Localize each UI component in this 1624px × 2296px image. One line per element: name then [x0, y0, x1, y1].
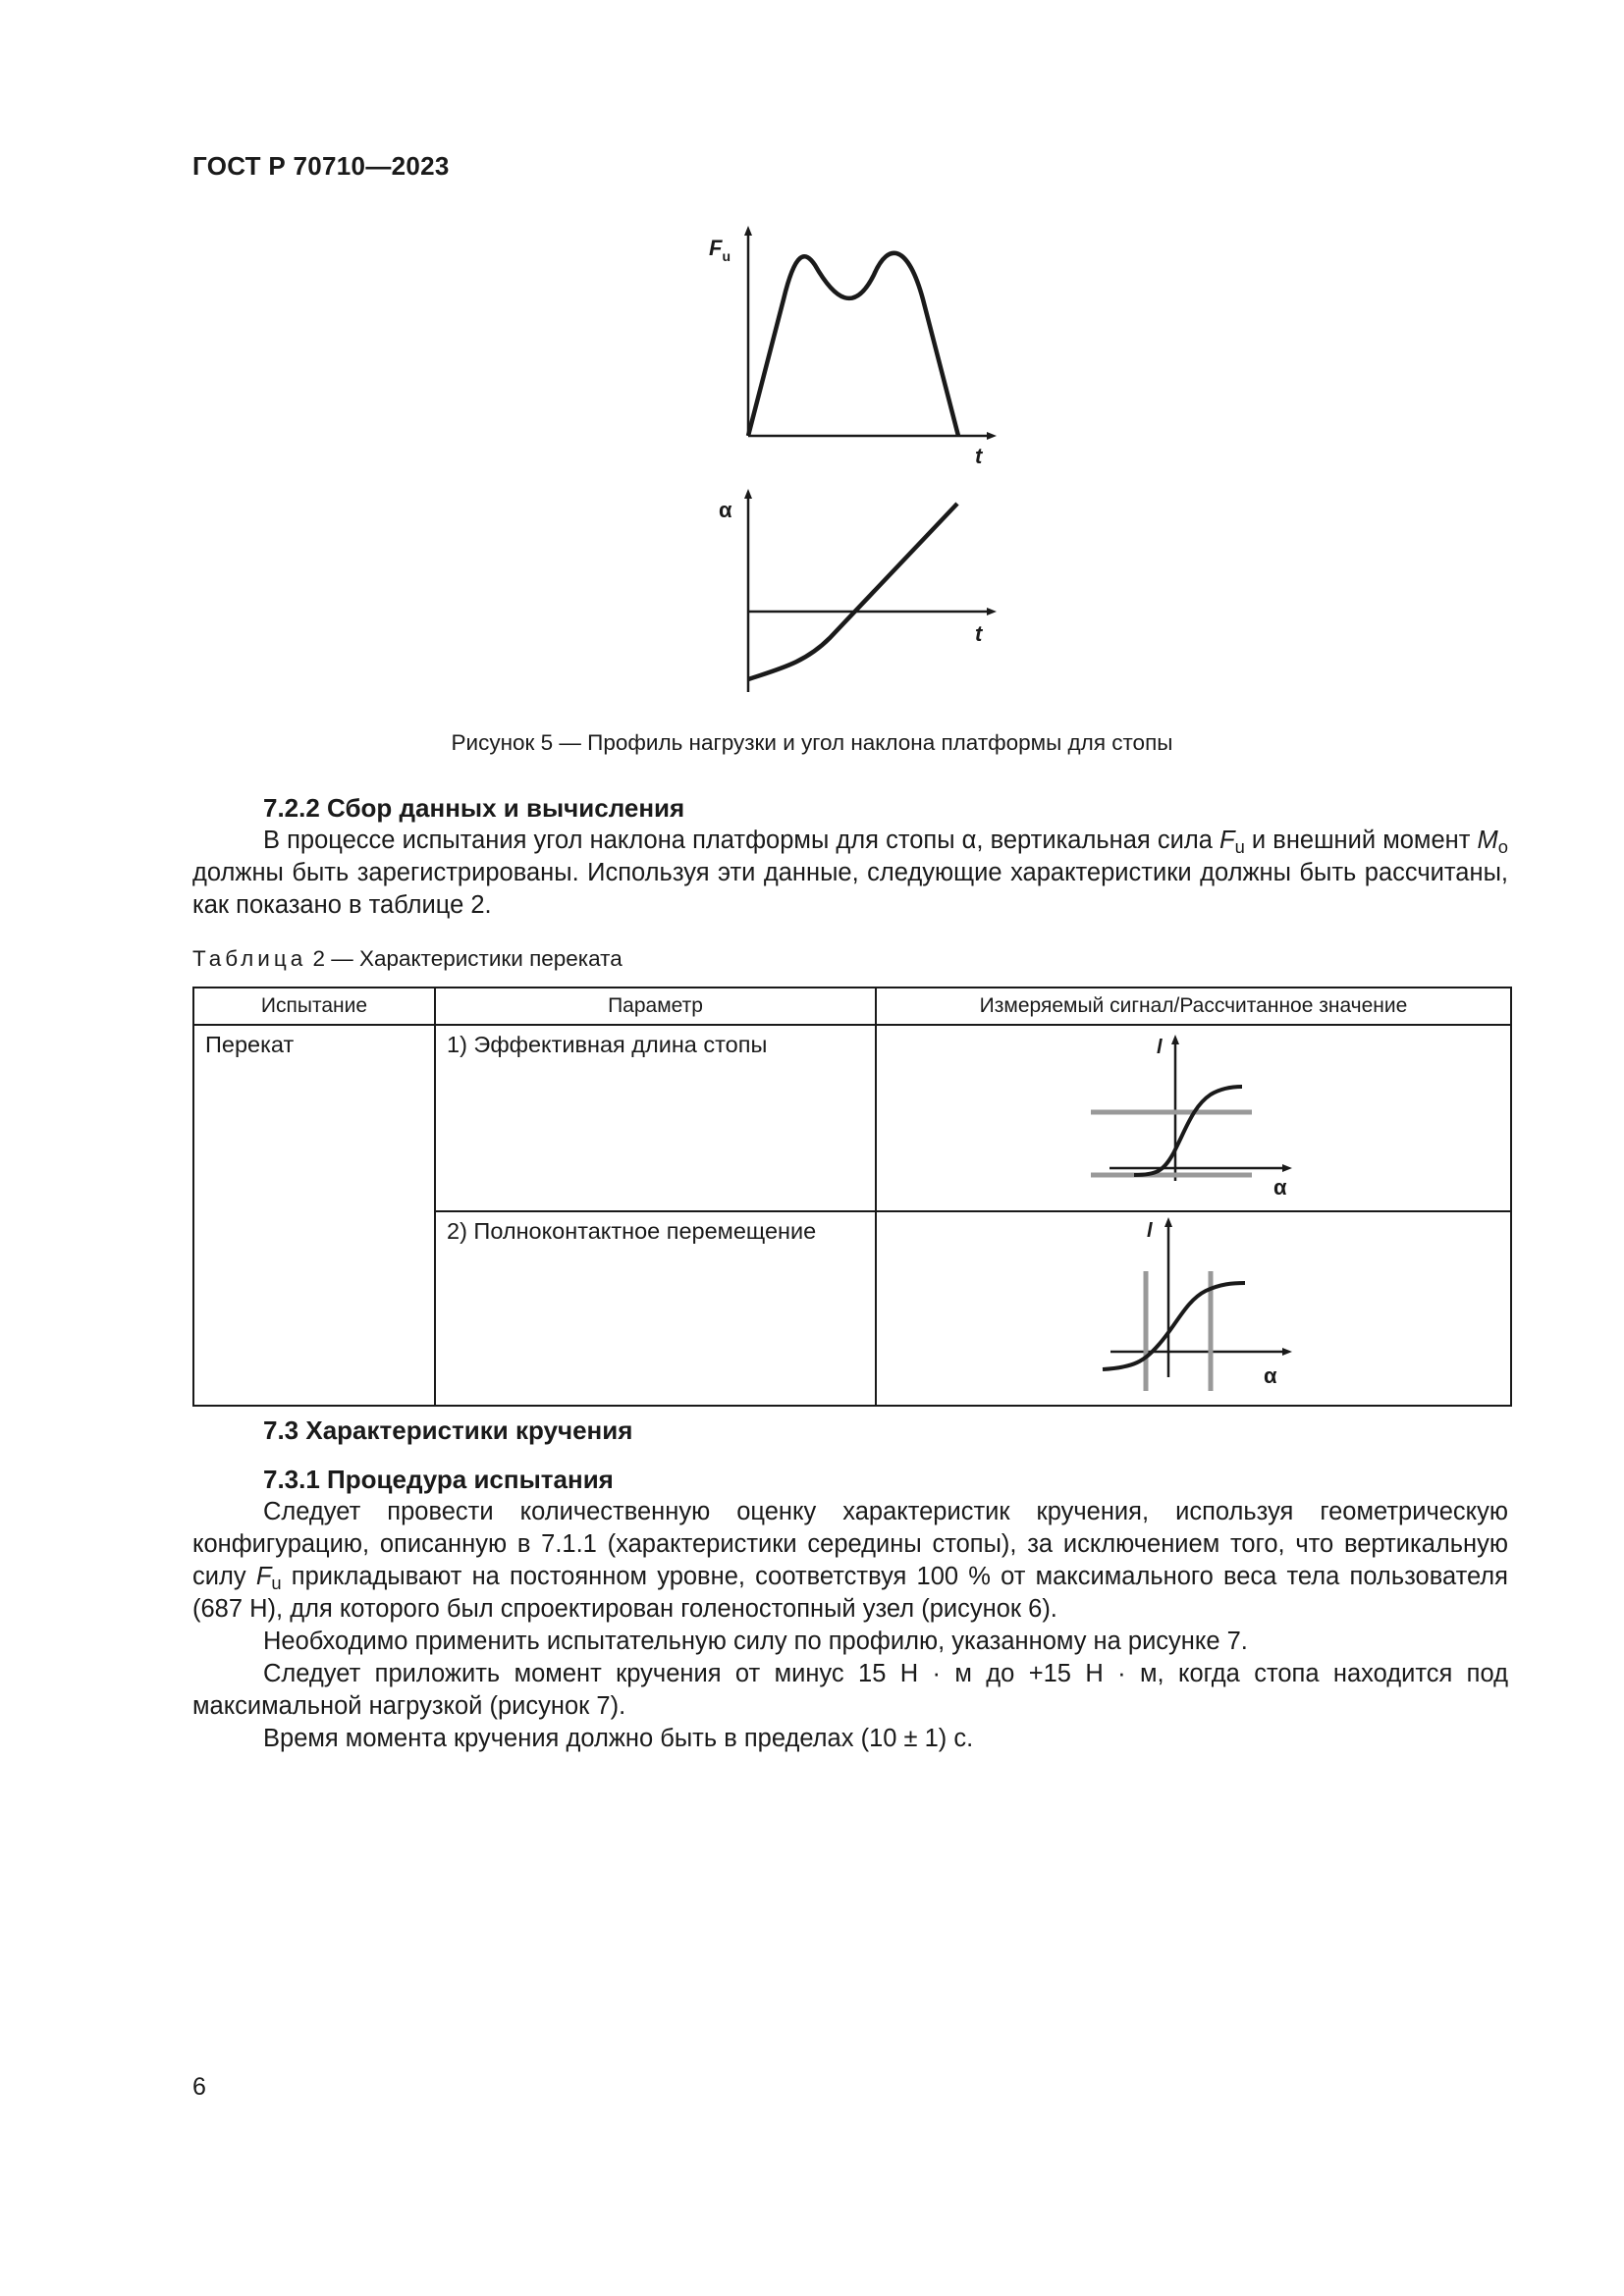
svg-text:l: l — [1157, 1037, 1163, 1058]
paragraph: Следует приложить момент кручения от минус 15 Н · м до +15 Н · м, когда стопа находится под максимальной нагрузкой (рисунок 7). — [192, 1660, 1508, 1720]
header-signal: Измеряемый сигнал/Рассчитанное значение — [876, 988, 1511, 1025]
page-number: 6 — [192, 2073, 206, 2101]
load-curve — [748, 253, 958, 436]
standard-header: ГОСТ Р 70710—2023 — [192, 151, 450, 181]
full-contact-displacement-graph — [877, 1212, 1510, 1400]
svg-text:α: α — [1264, 1363, 1277, 1388]
figure-5-caption: Рисунок 5 — Профиль нагрузки и угол наклона платформы для стопы — [451, 730, 1173, 755]
paragraph: Необходимо применить испытательную силу по профилю, указанному на рисунке 7. — [263, 1628, 1248, 1655]
alpha-axis-label: α — [719, 498, 732, 522]
test-name-cell: Перекат — [193, 1025, 435, 1406]
graph-2-cell — [876, 1211, 1511, 1406]
section-7-2-2-heading: 7.2.2 Сбор данных и вычисления — [263, 793, 685, 823]
param-1-cell: 1) Эффективная длина стопы — [435, 1025, 876, 1211]
table-2 — [192, 987, 1512, 1407]
angle-curve — [748, 504, 957, 679]
svg-text:l: l — [1147, 1220, 1153, 1242]
param-2-cell: 2) Полноконтактное перемещение — [435, 1211, 876, 1406]
t-axis-top-label: t — [975, 444, 983, 468]
fu-axis-label: $F_u$ — [709, 236, 731, 264]
t-axis-bottom-label: t — [975, 621, 983, 646]
effective-foot-length-graph — [877, 1026, 1510, 1205]
tilt-angle-plot — [719, 494, 992, 692]
header-test: Испытание — [193, 988, 435, 1025]
section-7-3-1-heading: 7.3.1 Процедура испытания — [263, 1465, 614, 1494]
svg-text:α: α — [1273, 1175, 1287, 1200]
load-profile-plot — [709, 231, 992, 468]
graph-1-cell — [876, 1025, 1511, 1211]
paragraph: Следует провести количественную оценку характеристик кручения, используя геометрическую конфигурацию, описанную в 7.1.1 (характеристики середины стопы), за исключением того, что вертикальную силу $F_u$ прикладывают на постоянном уровне, соответствуя 100 % от максимального веса тела пользователя (687 Н), для которого был спроектирован голеностопный узел (рисунок 6). — [192, 1498, 1508, 1623]
section-7-3-1-text — [192, 1496, 1508, 1755]
table-header-row — [193, 988, 1511, 1025]
section-7-2-2-text: В процессе испытания угол наклона платформы для стопы α, вертикальная сила $F_u$ и внешний момент $M_o$ должны быть зарегистрированы. Используя эти данные, следующие характеристики должны быть рассчитаны, как показано в таблице 2. — [192, 827, 1508, 919]
table-2-caption: Таблица 2 — Характеристики переката — [192, 946, 623, 971]
figure-5 — [707, 221, 1021, 702]
paragraph: Время момента кручения должно быть в пределах (10 ± 1) с. — [263, 1725, 974, 1752]
table-row — [193, 1025, 1511, 1211]
header-parameter: Параметр — [435, 988, 876, 1025]
section-7-3-heading: 7.3 Характеристики кручения — [263, 1415, 633, 1445]
